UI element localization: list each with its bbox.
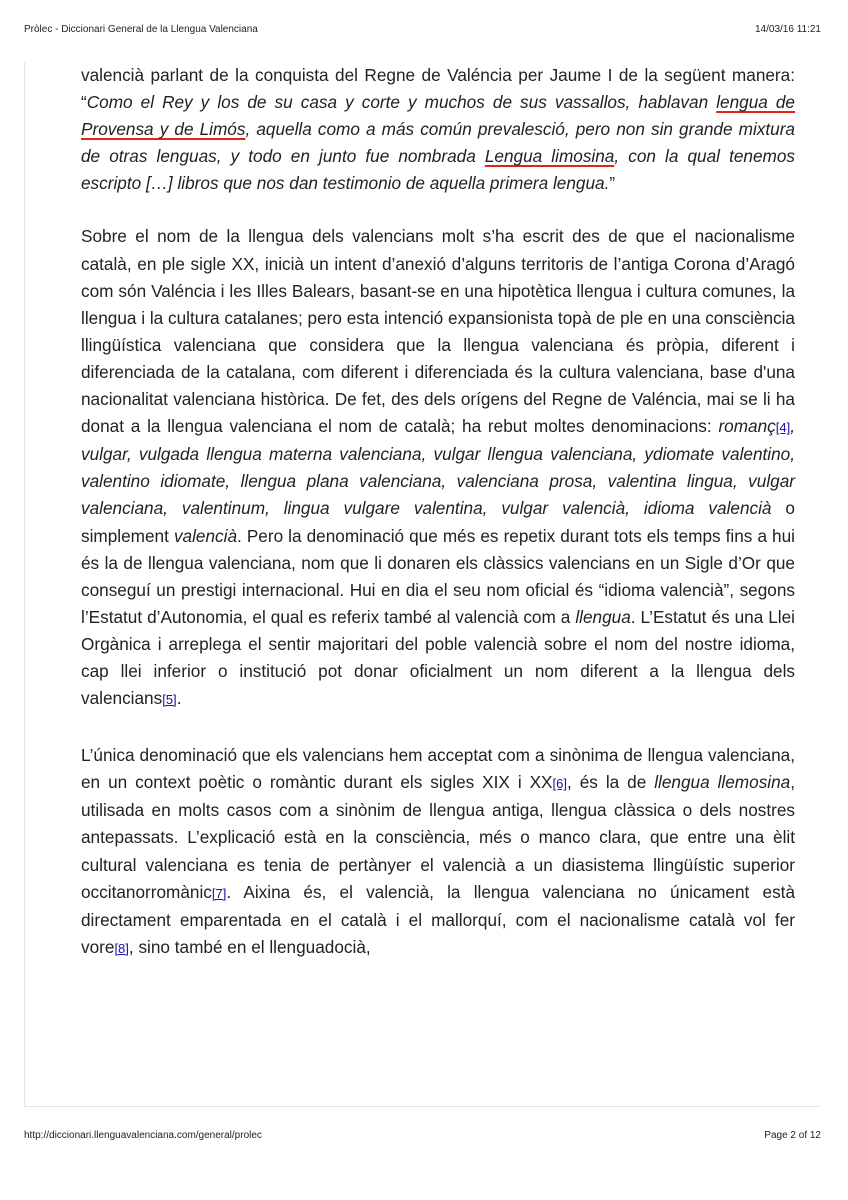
print-footer [24,1130,821,1144]
page-content-frame [24,62,820,1107]
paragraph-llemosina: L’única denominació que els valencians hem acceptat com a sinònima de llengua valenciana, en un context poètic o romàntic durant els sigles XIX i XX[6], és la de llengua llemosina, utilisada en molts casos com a sinònim de llengua antiga, llengua clàssica o dels nostres antepassats. L’explicació està en la consciència, més o manco clara, que entre una èlit cultural valenciana es tenia de pertànyer el valencià a un diasistema llingüístic superior occitanorromànic[7]. Aixina és, el valencià, la llengua valenciana no únicament està directament emparentada en el català i el mallorquí, com el nacionalisme català vol fer vore[8], sino també en el llenguadocià, [81,745,795,957]
print-datetime: 14/03/16 11:21 [755,24,821,35]
spellcheck-underline: lengua de Provensa y de Limós [81,92,795,140]
page-title: Pròlec - Diccionari General de la Llengua Valenciana [24,24,258,35]
print-header [24,24,821,38]
paragraph-quote: valencià parlant de la conquista del Regne de Valéncia per Jaume I de la següent manera: “Como el Rey y los de su casa y corte y muchos de sus vassallos, hablavan lengua de Provensa y de Limós, aquella como a más común prevalesció, pero non sin grande mixtura de otras lenguas, y todo en junto fue nombrada Lengua limosina, con la qual tenemos escripto […] libros que nos dan testimonio de aquella primera lengua.” [81,65,796,194]
article-body [81,62,795,962]
footnote-link-8[interactable]: [8] [114,940,129,956]
footnote-link-4[interactable]: [4] [775,420,791,436]
spellcheck-underline: Lengua limosina [484,146,615,167]
footnote-link-6[interactable]: [6] [552,776,567,792]
footnote-link-7[interactable]: [7] [211,885,227,901]
page-number: Page 2 of 12 [764,1130,821,1141]
footnote-link-5[interactable]: [5] [162,692,177,708]
paragraph-language-name: Sobre el nom de la llengua dels valencians molt s’ha escrit des de que el nacionalisme català, en ple sigle XX, inicià un intent d’anexió d’alguns territoris de l’antiga Corona d’Aragó com són Valéncia i les Illes Balears, basant-se en una hipotètica llengua i cultura comunes, la llengua i la cultura catalanes; pero esta intenció expansionista topà de ple en una consciència llingüística valenciana que considera que la llengua valenciana és pròpia, diferent i diferenciada de la catalana, com diferent i diferenciada és la cultura valenciana, base d'una nacionalitat valenciana històrica. De fet, des dels orígens del Regne de Valéncia, mai se li ha donat a la llengua valenciana el nom de català; ha rebut moltes denominacions: romanç[4], vulgar, vulgada llengua materna valenciana, vulgar llengua valenciana, ydiomate valentino, valentino idiomate, llengua plana valenciana, valenciana prosa, valentina lingua, vulgar valenciana, valentinum, lingua vulgare valentina, vulgar valencià, idioma valencià o simplement valencià. Pero la denominació que més es repetix durant tots els temps fins a hui és la de llengua valenciana, nom que li donaren els clàssics valencians en un Sigle d’Or que conseguí un prestigi internacional. Hui en dia el seu nom oficial és “idioma valencià”, segons l’Estatut d’Autonomia, el qual es referix també al valencià com a llengua. L’Estatut és una Llei Orgànica i arreplega el sentir majoritari del poble valencià sobre el nom del nostre idioma, cap llei inferior o institució pot donar oficialment un nom diferent a la llengua dels valencians[5]. [81,226,795,709]
page-url: http://diccionari.llenguavalenciana.com/general/prolec [24,1130,262,1141]
